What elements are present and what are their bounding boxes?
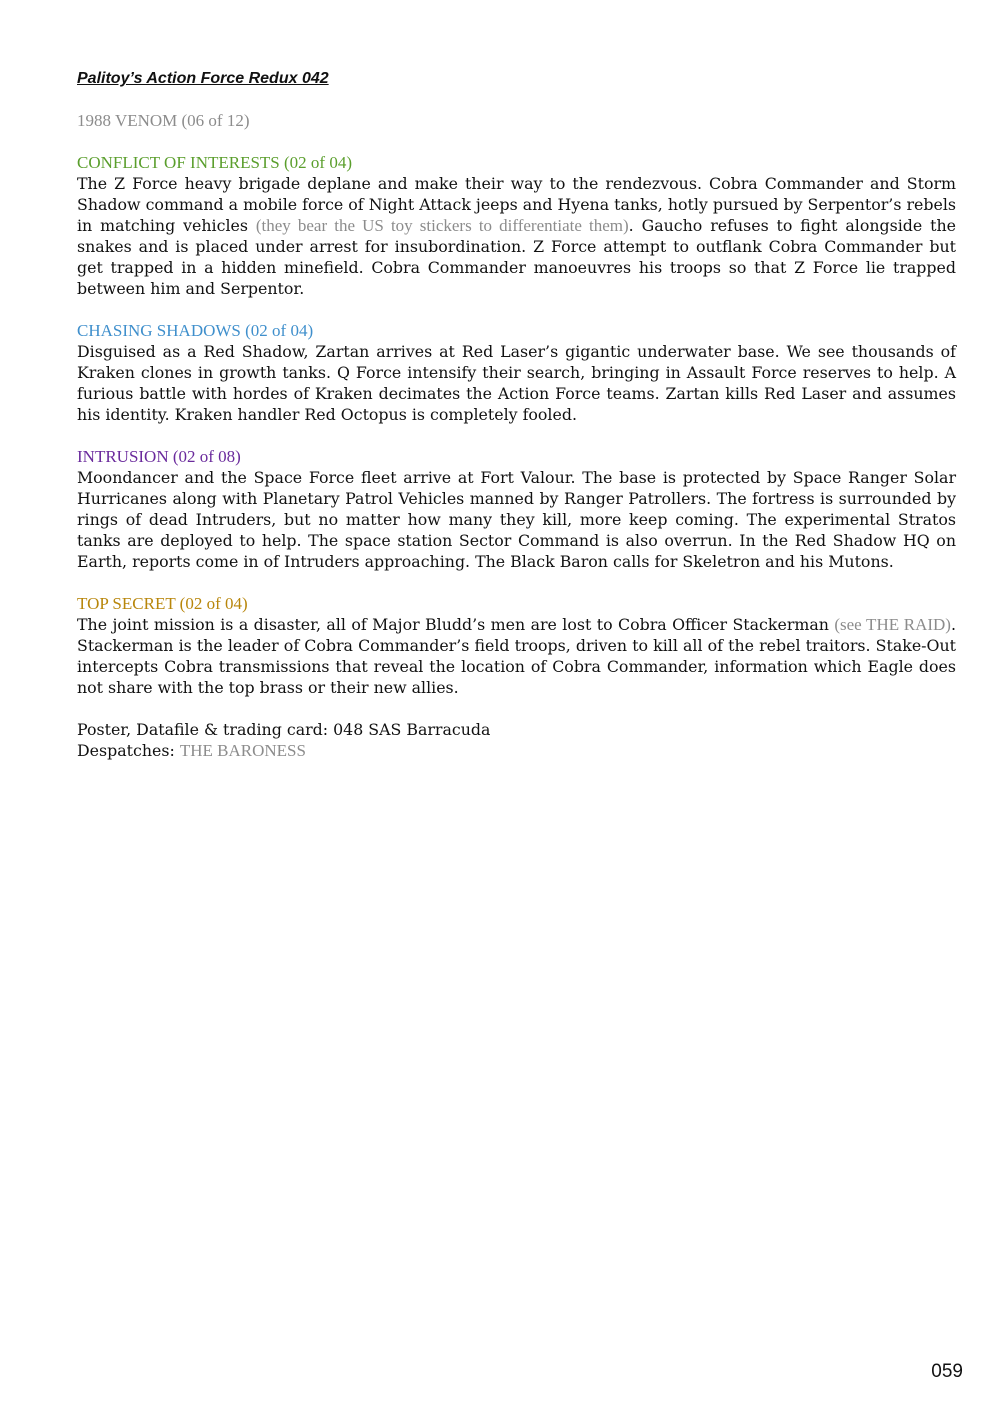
section-top-secret	[77, 593, 956, 698]
section-body: Moondancer and the Space Force fleet arrive at Fort Valour. The base is protected by Space Ranger Solar Hurricanes along with Planetary Patrol Vehicles manned by Ranger Patrollers. The fortress is surrounded by rings of dead Intruders, but no matter how many they kill, more keep coming. The experimental Stratos tanks are deployed to help. The space station Sector Command is also overrun. In the Red Shadow HQ on Earth, reports come in of Intruders approaching. The Black Baron calls for Skeletron and his Mutons.	[77, 468, 956, 571]
despatches-link[interactable]: THE BARONESS	[179, 741, 306, 760]
section-heading: CONFLICT OF INTERESTS (02 of 04)	[77, 153, 352, 172]
body-text: . Stackerman is the leader of Cobra Commander’s field troops, driven to kill all of the rebel traitors. Stake-Out intercepts Cobra transmissions that reveal the location of Cobra Commander, information which Eagle does not share with the top brass or their new allies.	[77, 615, 956, 697]
body-text: . Gaucho refuses to fight alongside the snakes and is placed under arrest for insubordination. Z Force attempt to outflank Cobra Commander but get trapped in a hidden minefield. Cobra Commander manoeuvres his troops so that Z Force lie trapped between him and Serpentor.	[77, 216, 956, 298]
section-intrusion	[77, 446, 956, 572]
document-page	[77, 68, 956, 761]
section-body	[77, 173, 956, 299]
section-body	[77, 614, 956, 698]
page-number: 059	[931, 1361, 963, 1382]
aside-link[interactable]: (see THE RAID)	[834, 615, 951, 634]
section-heading: CHASING SHADOWS (02 of 04)	[77, 321, 314, 340]
section-heading: TOP SECRET (02 of 04)	[77, 594, 248, 613]
aside-note: (they bear the US toy stickers to differentiate them)	[255, 216, 629, 235]
section-body: Disguised as a Red Shadow, Zartan arrives at Red Laser’s gigantic underwater base. We see thousands of Kraken clones in growth tanks. Q Force intensify their search, bringing in Assault Force reserves to help. A furious battle with hordes of Kraken decimates the Action Force teams. Zartan kills Red Laser and assumes his identity. Kraken handler Red Octopus is completely fooled.	[77, 342, 956, 424]
despatches-label: Despatches:	[77, 741, 180, 760]
body-text: The Z Force heavy brigade deplane and make their way to the rendezvous. Cobra Commander and Storm Shadow command a mobile force of Night Attack jeeps and Hyena tanks, hotly pursued by Serpentor’s rebels in matching vehicles	[77, 174, 956, 235]
section-heading: INTRUSION (02 of 08)	[77, 447, 241, 466]
poster-line: Poster, Datafile & trading card: 048 SAS Barracuda	[77, 720, 491, 739]
section-chasing-shadows	[77, 320, 956, 425]
issue-label: 1988 VENOM (06 of 12)	[77, 111, 250, 130]
despatches-line	[77, 740, 956, 761]
section-conflict-of-interests	[77, 152, 956, 299]
body-text: The joint mission is a disaster, all of Major Bludd’s men are lost to Cobra Officer Stackerman	[77, 615, 835, 634]
document-title: Palitoy’s Action Force Redux 042	[77, 70, 329, 87]
